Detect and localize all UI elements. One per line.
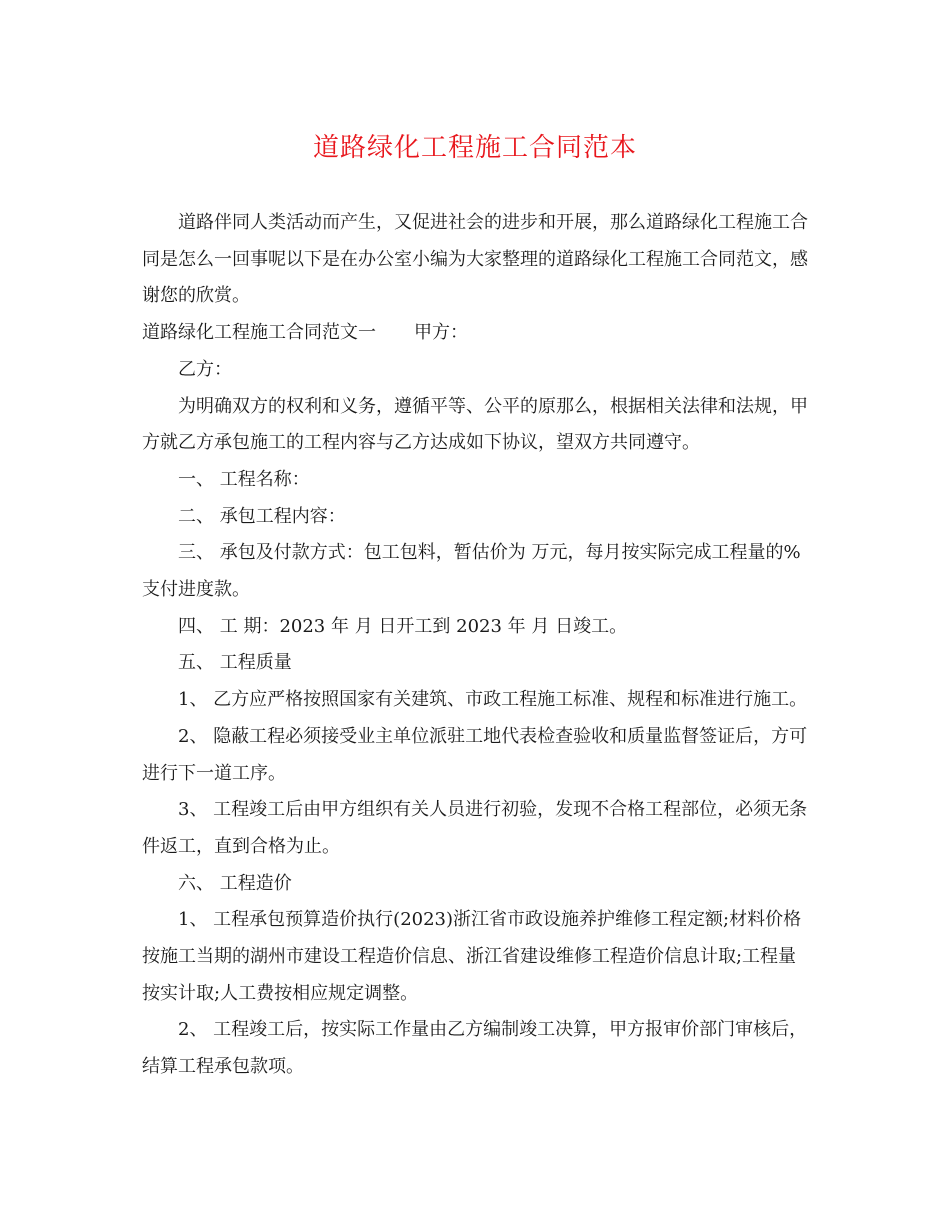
document-body xyxy=(142,205,812,1086)
section-heading: 道路绿化工程施工合同范文一 xyxy=(142,322,376,344)
section-heading-line xyxy=(142,315,812,352)
clause-5: 五、 工程质量 xyxy=(178,652,292,674)
clause-6-1: 1、 工程承包预算造价执行(2023)浙江省市政设施养护维修工程定额;材料价格按施工当期的湖州市建设工程造价信息、浙江省建设维修工程造价信息计取;工程量按实计取;人工费按相应规定调整。 xyxy=(142,909,802,1004)
preamble-paragraph: 为明确双方的权利和义务，遵循平等、公平的原那么，根据相关法律和法规，甲方就乙方承包施工的工程内容与乙方达成如下协议，望双方共同遵守。 xyxy=(142,395,808,454)
clause-4: 四、 工 期：2023 年 月 日开工到 2023 年 月 日竣工。 xyxy=(178,615,628,637)
intro-paragraph: 道路伴同人类活动而产生，又促进社会的进步和开展，那么道路绿化工程施工合同是怎么一回事呢以下是在办公室小编为大家整理的道路绿化工程施工合同范文，感谢您的欣赏。 xyxy=(142,212,808,307)
party-b-label: 乙方： xyxy=(178,358,232,380)
clause-6-2: 2、 工程竣工后，按实际工作量由乙方编制竣工决算，甲方报审价部门审核后，结算工程承包款项。 xyxy=(142,1019,808,1078)
clause-5-1: 1、 乙方应严格按照国家有关建筑、市政工程施工标准、规程和标准进行施工。 xyxy=(178,689,808,711)
clause-5-3: 3、 工程竣工后由甲方组织有关人员进行初验，发现不合格工程部位，必须无条件返工，直到合格为止。 xyxy=(142,799,808,857)
clause-1: 一、 工程名称： xyxy=(178,468,310,490)
clause-3: 三、 承包及付款方式：包工包料，暂估价为 万元，每月按实际完成工程量的%支付进度款。 xyxy=(142,542,801,601)
document-title: 道路绿化工程施工合同范本 xyxy=(312,133,637,163)
clause-5-2: 2、 隐蔽工程必须接受业主单位派驻工地代表检查验收和质量监督签证后，方可进行下一道工序。 xyxy=(142,725,808,784)
clause-2: 二、 承包工程内容： xyxy=(178,505,346,527)
clause-6: 六、 工程造价 xyxy=(178,872,292,894)
party-a-label: 甲方： xyxy=(414,322,468,344)
